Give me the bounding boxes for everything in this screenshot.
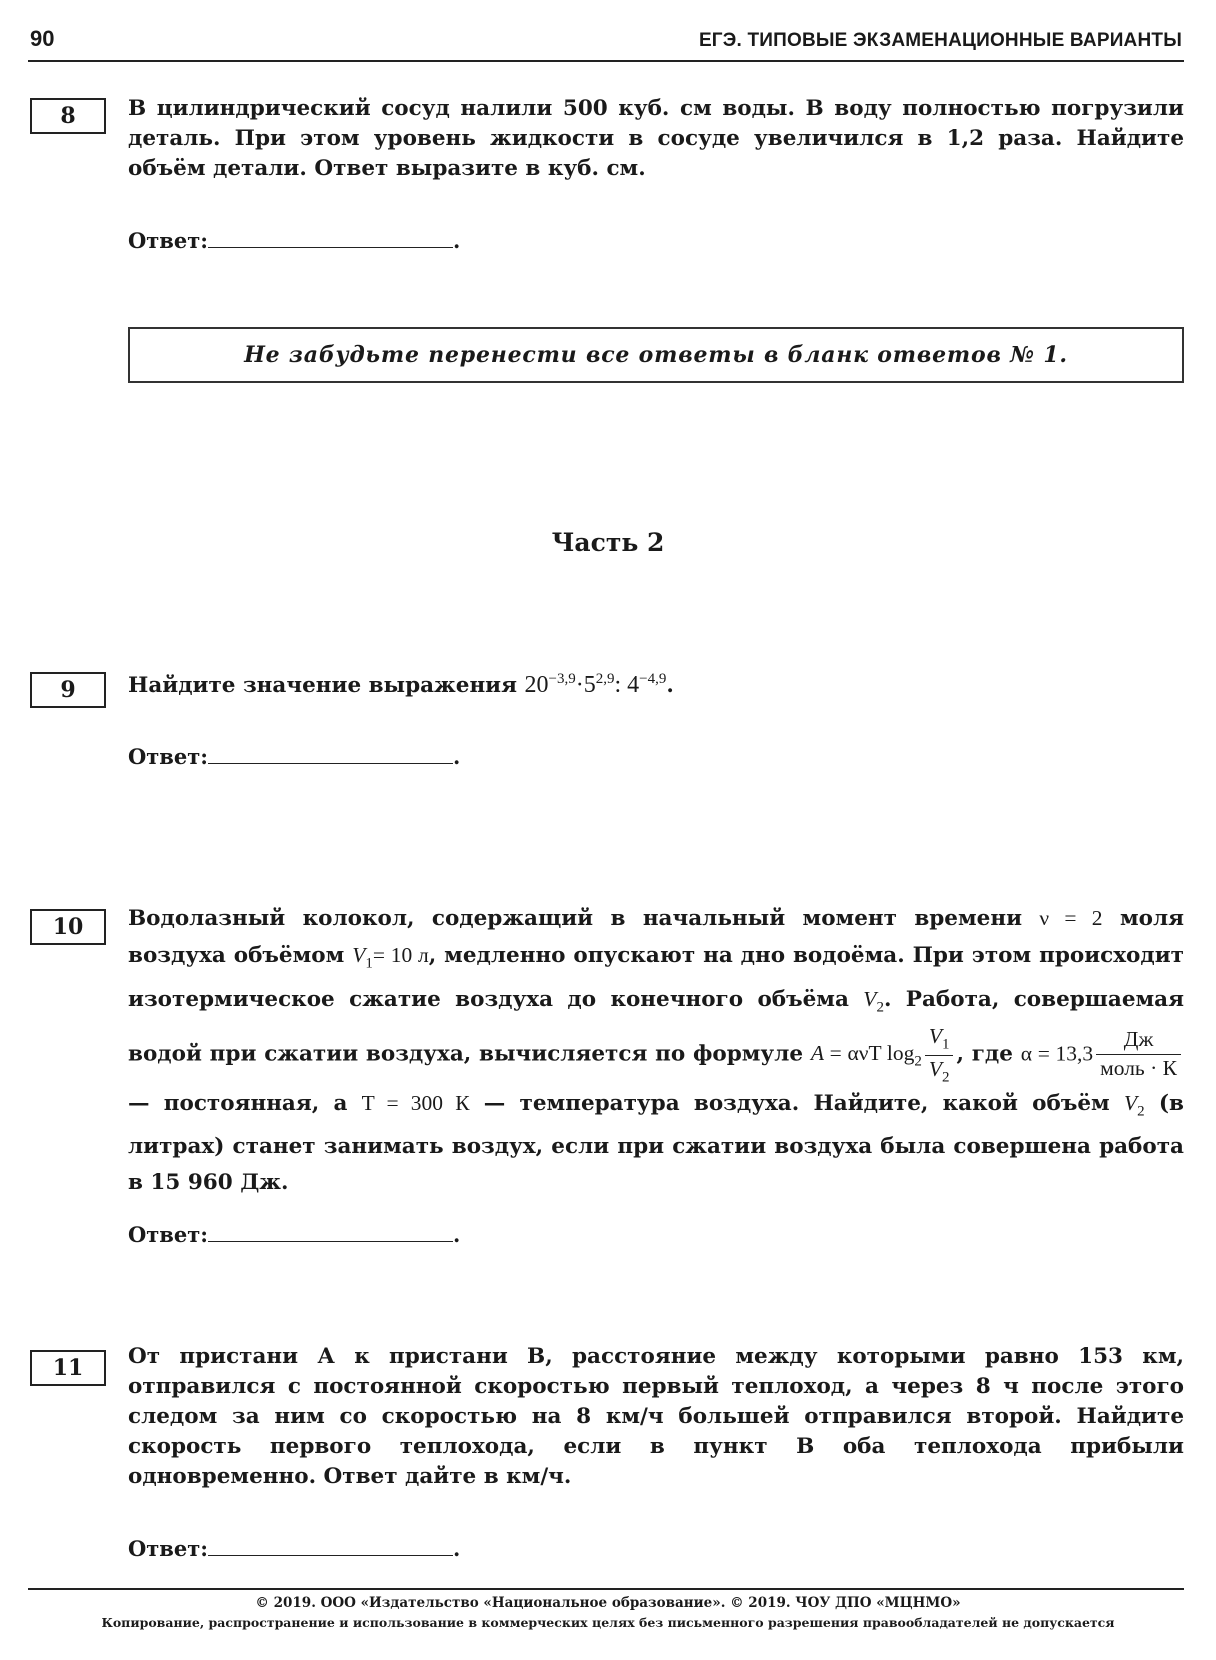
task-10-p2: моля воздуха объёмом <box>128 906 1184 968</box>
task-10-text <box>128 900 1184 1201</box>
v2-sub-2: 2 <box>1137 1103 1145 1120</box>
header-rule <box>28 60 1184 62</box>
frac-den-sub: 2 <box>941 1069 950 1086</box>
footer-rule <box>28 1588 1184 1590</box>
task-10-p1: Водолазный колокол, содержащий в начальный момент времени <box>128 906 1023 931</box>
answer-end: . <box>453 1536 461 1561</box>
exp-3: −4,9 <box>639 671 667 687</box>
dot: · <box>575 672 584 698</box>
frac-num: V <box>928 1023 942 1048</box>
exp-2: 2,9 <box>595 671 615 687</box>
task-10-p6: постоянная, а <box>163 1091 348 1117</box>
v2-symbol-2: V <box>1123 1091 1138 1116</box>
answer-label: Ответ: <box>128 228 209 253</box>
task-11-answer <box>128 1536 460 1561</box>
dash: — <box>128 1091 150 1117</box>
v1-value: = 10 л <box>372 943 429 967</box>
page-number: 90 <box>30 26 55 51</box>
base-3: 4 <box>627 672 640 698</box>
task-9-expression <box>525 672 667 698</box>
exp-1: −3,9 <box>548 671 576 687</box>
v2-sub: 2 <box>876 999 884 1016</box>
task-10-p4: . Работа, совершаемая водой при сжатии воздуха, вычисляется по формуле <box>128 987 1184 1067</box>
reminder-box: Не забудьте перенести все ответы в бланк ответов № 1. <box>128 327 1184 383</box>
v1-expression <box>352 943 429 972</box>
footer-notice: Копирование, распространение и использование в коммерческих целях без письменного разрешения правообладателей не допускается <box>101 1615 1115 1630</box>
answer-label: Ответ: <box>128 1222 209 1247</box>
answer-line[interactable] <box>208 745 453 764</box>
answer-label: Ответ: <box>128 1536 209 1561</box>
answer-line[interactable] <box>208 229 453 248</box>
task-11-text: От пристани А к пристани В, расстояние между которыми равно 153 км, отправился с постоянной скоростью первый теплоход, а через 8 ч после этого следом за ним со скоростью на 8 км/ч большей отправился второй. Найдите скорость первого теплохода, если в пункт В оба теплохода прибыли одновременно. Ответ дайте в км/ч. <box>128 1344 1184 1489</box>
task-9-end: . <box>666 673 674 698</box>
task-10-answer <box>128 1222 460 1247</box>
unit-den: моль · К <box>1100 1055 1177 1080</box>
v1-symbol: V <box>352 943 366 967</box>
formula-body: = ανT log <box>823 1041 915 1066</box>
base-1: 20 <box>524 672 549 698</box>
header-title: ЕГЭ. ТИПОВЫЕ ЭКЗАМЕНАЦИОННЫЕ ВАРИАНТЫ <box>698 30 1182 51</box>
task-10-p5: , где <box>956 1041 1013 1067</box>
task-10-p8: (в литрах) станет занимать воздух, если при сжатии воздуха была совершена работа в 15 960 Дж. <box>128 1091 1184 1196</box>
task-11-number: 11 <box>30 1350 106 1386</box>
log-base: 2 <box>914 1053 922 1070</box>
part-title: Часть 2 <box>551 528 665 557</box>
answer-line[interactable] <box>208 1223 453 1242</box>
v2-symbol: V <box>863 987 877 1012</box>
alpha-value: α = 13,3 <box>1020 1041 1094 1066</box>
answer-end: . <box>453 744 461 769</box>
nu-value: ν = 2 <box>1039 906 1103 930</box>
t-value: T = 300 К <box>361 1091 470 1116</box>
volume-fraction <box>925 1023 954 1086</box>
task-8-text: В цилиндрический сосуд налили 500 куб. см воды. В воду полностью погрузили деталь. При этом уровень жидкости в сосуде увеличился в 1,2 раза. Найдите объём детали. Ответ выразите в куб. см. <box>128 96 1184 181</box>
v1-sub: 1 <box>365 955 373 972</box>
task-8-answer <box>128 228 460 253</box>
task-9-text <box>128 664 1184 701</box>
task-9-intro: Найдите значение выражения <box>128 673 525 698</box>
formula-a: A <box>810 1041 824 1066</box>
footer-copyright: © 2019. ООО «Издательство «Национальное образование». © 2019. ЧОУ ДПО «МЦНМО» <box>255 1595 961 1611</box>
work-formula <box>810 1023 957 1086</box>
task-8-number: 8 <box>30 98 106 134</box>
answer-label: Ответ: <box>128 744 209 769</box>
frac-num-sub: 1 <box>941 1035 950 1052</box>
colon: : <box>614 672 628 698</box>
task-9-number: 9 <box>30 672 106 708</box>
task-10-p7: — температура воздуха. Найдите, какой объём <box>469 1091 1110 1117</box>
base-2: 5 <box>583 672 596 698</box>
unit-num: Дж <box>1096 1029 1181 1055</box>
answer-end: . <box>453 228 461 253</box>
answer-line[interactable] <box>208 1537 453 1556</box>
answer-end: . <box>453 1222 461 1247</box>
task-9-answer <box>128 744 460 769</box>
frac-den: V <box>928 1056 942 1081</box>
task-10-number: 10 <box>30 909 106 945</box>
unit-fraction <box>1096 1029 1181 1079</box>
task-10-p3: , медленно опускают на дно водоёма. При этом происходит изотермическое сжатие воздуха до конечного объёма <box>128 943 1185 1013</box>
